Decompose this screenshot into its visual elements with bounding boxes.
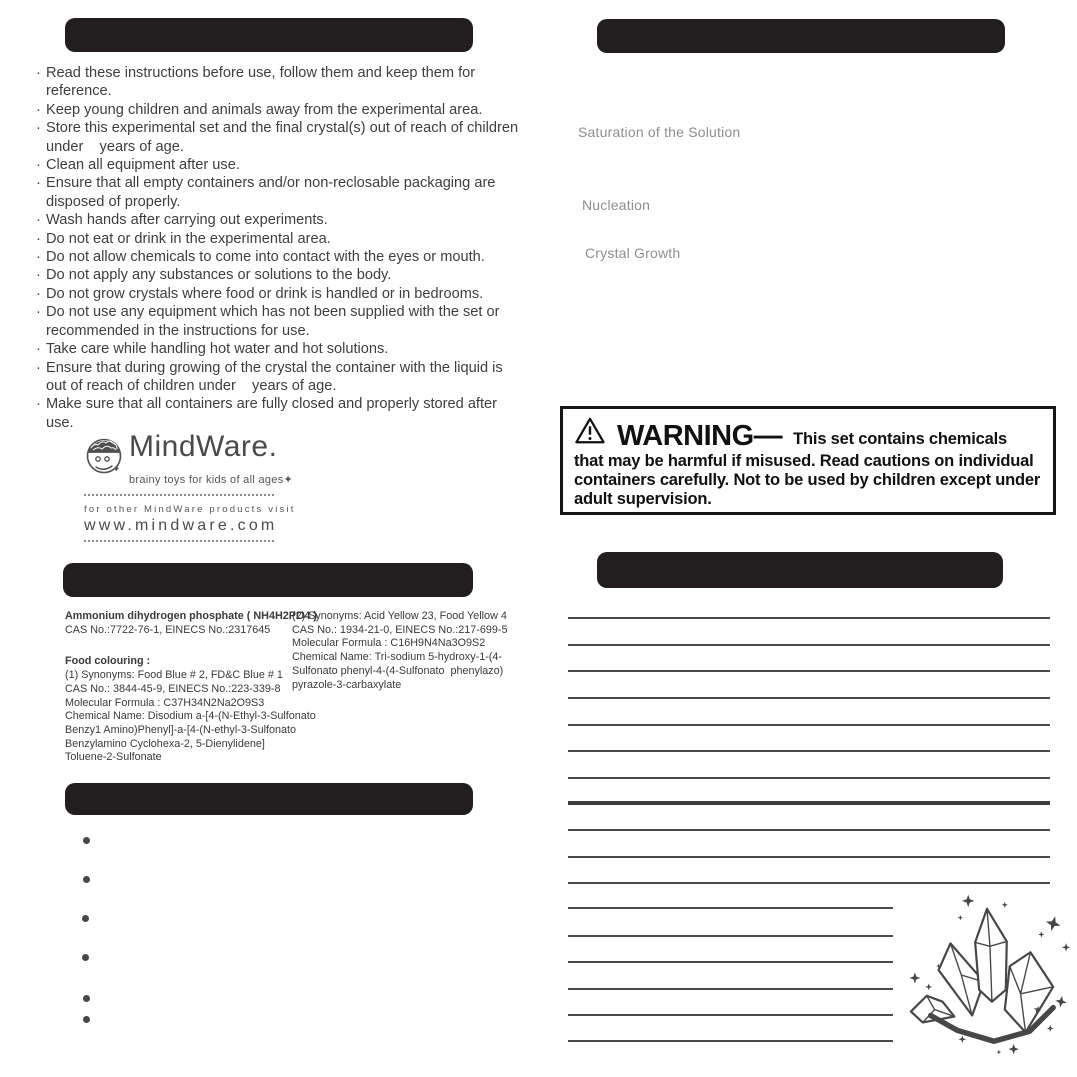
- ruled-line-short: [568, 1014, 893, 1016]
- ruled-line: [568, 750, 1050, 752]
- safety-item: · Do not grow crystals where food or drink is handled or in bedrooms.: [30, 285, 524, 303]
- safety-item: · Do not use any equipment which has not been supplied with the set or recommended in the instructions for use.: [30, 303, 524, 340]
- chemical-line: Chemical Name: Tri-sodium 5-hydroxy-1-(4-: [292, 651, 502, 664]
- chemical-line: CAS No.: 1934-21-0, EINECS No.:217-699-5: [292, 623, 508, 636]
- chemical-line: pyrazole-3-carbaxylate: [292, 678, 402, 691]
- safety-item: · Store this experimental set and the final crystal(s) out of reach of children under years of age.: [30, 119, 524, 156]
- mindware-logo: [84, 429, 296, 542]
- chemical-line: Sulfonato phenyl-4-(4-Sulfonato phenylazo): [292, 664, 504, 677]
- bullet-dot: [82, 915, 89, 922]
- redacted-header-bar-notes: [597, 552, 1003, 588]
- bullet-dot: [83, 1016, 90, 1023]
- stage-label-nucleation: Nucleation: [582, 197, 651, 213]
- ruled-line: [568, 617, 1050, 619]
- chemical-line: CAS No.: 3844-45-9, EINECS No.:223-339-8: [65, 682, 281, 695]
- brand-name: MindWare.: [129, 430, 278, 463]
- crystal-cluster-illustration: [903, 891, 1071, 1064]
- ruled-line-short: [568, 1040, 893, 1042]
- dotted-divider: [84, 494, 274, 496]
- dotted-divider: [84, 540, 274, 542]
- chemical-info-col2: [292, 610, 507, 692]
- stage-label-saturation: Saturation of the Solution: [578, 124, 741, 140]
- safety-item: · Make sure that all containers are fully closed and properly stored after use.: [30, 395, 524, 432]
- chemical-line: Molecular Formula : C16H9N4Na3O9S2: [292, 637, 486, 650]
- chemical-title: Ammonium dihydrogen phosphate ( NH4H2PO4 ): [65, 610, 317, 622]
- ruled-line: [568, 697, 1050, 699]
- warning-box: [560, 406, 1056, 515]
- chemical-line: Molecular Formula : C37H34N2Na2O9S3: [65, 696, 265, 709]
- safety-item: · Do not apply any substances or solutions to the body.: [30, 266, 524, 284]
- ruled-line: [568, 829, 1050, 831]
- bullet-dot: [83, 876, 90, 883]
- safety-item: · Take care while handling hot water and hot solutions.: [30, 340, 524, 358]
- stage-label-crystal-growth: Crystal Growth: [585, 245, 681, 261]
- safety-item: · Do not eat or drink in the experimental area.: [30, 230, 524, 248]
- chemical-cas: CAS No.:7722-76-1, EINECS No.:2317645: [65, 623, 271, 636]
- chemical-info-col1: [65, 610, 317, 765]
- ruled-line: [568, 856, 1050, 858]
- spacer: [65, 637, 317, 655]
- chemical-line: (2) Synonyms: Acid Yellow 23, Food Yellow 4: [292, 610, 507, 622]
- ruled-line: [568, 777, 1050, 779]
- safety-instructions-list: [30, 64, 524, 432]
- redacted-header-bar-contents: [65, 783, 473, 815]
- ruled-line: [568, 882, 1050, 884]
- warning-title: WARNING—: [617, 420, 783, 452]
- chemical-line: (1) Synonyms: Food Blue # 2, FD&C Blue # 1: [65, 669, 283, 682]
- redacted-header-bar-how-crystals-grow: [597, 19, 1005, 53]
- ruled-line: [568, 644, 1050, 646]
- safety-item: · Clean all equipment after use.: [30, 156, 524, 174]
- ruled-line-short: [568, 988, 893, 990]
- chemical-line: Benzylamino Cyclohexa-2, 5-Dienylidene]: [65, 737, 265, 750]
- safety-item: · Ensure that all empty containers and/or non-reclosable packaging are disposed of properly.: [30, 174, 524, 211]
- ruled-line-thick: [568, 801, 1050, 805]
- visit-text: for other MindWare products visit: [84, 504, 296, 515]
- chemical-line: Benzy1 Amino)Phenyl]-a-[4-(N-ethyl-3-Sulfonato: [65, 723, 297, 736]
- bullet-dot: [83, 837, 90, 844]
- brand-tagline: brainy toys for kids of all ages✦: [129, 474, 294, 486]
- bullet-dot: [82, 954, 89, 961]
- safety-item: · Ensure that during growing of the crystal the container with the liquid is out of reach of children under years of age.: [30, 359, 524, 396]
- bullet-dot: [83, 995, 90, 1002]
- website-url: www.mindware.com: [84, 517, 278, 534]
- safety-item: · Wash hands after carrying out experiments.: [30, 211, 524, 229]
- redacted-header-bar-chemicals: [63, 563, 473, 597]
- ruled-line-short: [568, 907, 893, 909]
- safety-item: · Read these instructions before use, follow them and keep them for reference.: [30, 64, 524, 101]
- food-colouring-heading: Food colouring :: [65, 655, 151, 668]
- mindware-face-icon: [84, 429, 126, 482]
- ruled-line-short: [568, 935, 893, 937]
- safety-item: · Keep young children and animals away from the experimental area.: [30, 101, 524, 119]
- chemical-line: Toluene-2-Sulfonate: [65, 751, 162, 764]
- redacted-header-bar-safety: [65, 18, 473, 52]
- warning-triangle-icon: [574, 416, 606, 450]
- warning-lead: This set contains chemicals: [793, 430, 1007, 448]
- safety-item: · Do not allow chemicals to come into contact with the eyes or mouth.: [30, 248, 524, 266]
- ruled-line-short: [568, 961, 893, 963]
- warning-body: that may be harmful if misused. Read cautions on individual containers carefully. Not to be used by children except under adult supervision.: [574, 452, 1041, 508]
- ruled-line: [568, 670, 1050, 672]
- ruled-line: [568, 724, 1050, 726]
- chemical-line: Chemical Name: Disodium a-[4-(N-Ethyl-3-Sulfonato: [65, 710, 316, 723]
